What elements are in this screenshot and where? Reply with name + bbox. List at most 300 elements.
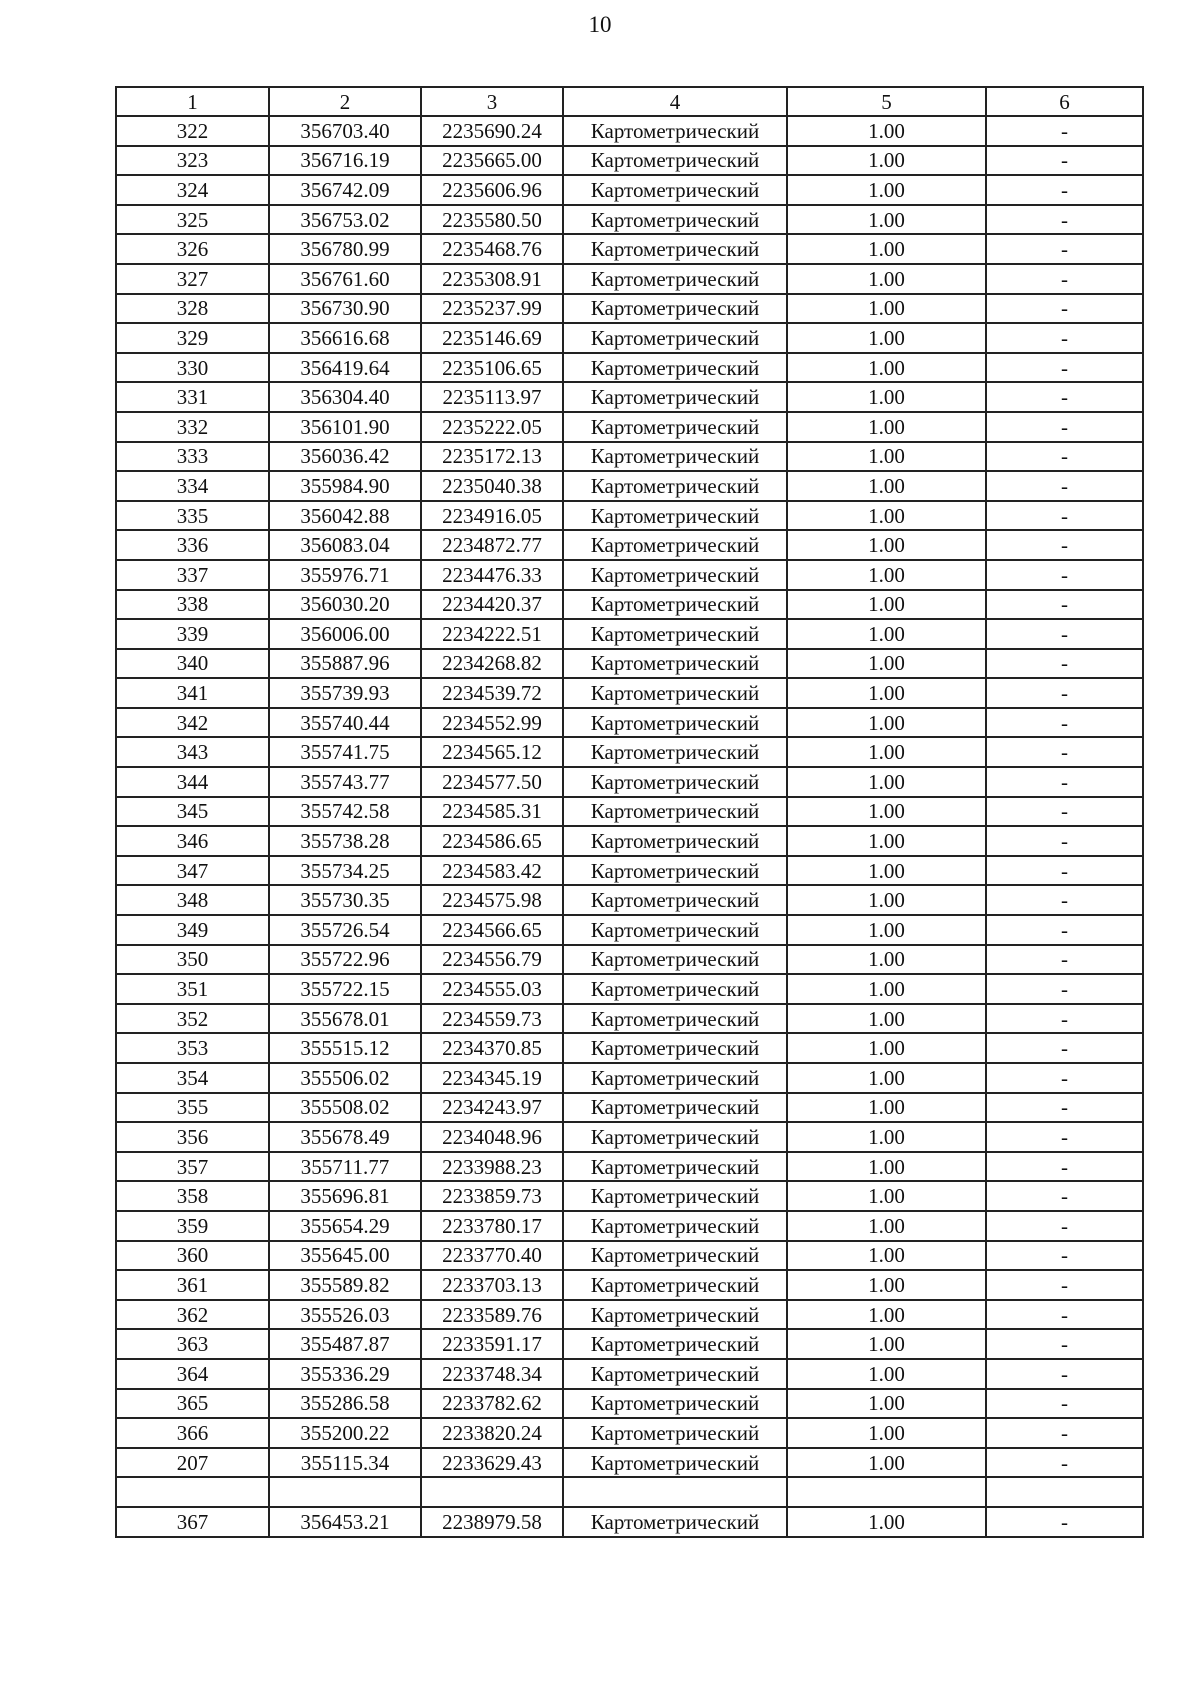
method-cell: Картометрический bbox=[563, 1093, 787, 1123]
y-coordinate-cell: 2233770.40 bbox=[421, 1241, 563, 1271]
table-row bbox=[116, 1093, 1143, 1123]
table-row bbox=[116, 323, 1143, 353]
page-number: 10 bbox=[588, 12, 612, 37]
y-coordinate-cell: 2234916.05 bbox=[421, 501, 563, 531]
method-cell: Картометрический bbox=[563, 382, 787, 412]
y-coordinate-cell: 2234872.77 bbox=[421, 530, 563, 560]
table-row bbox=[116, 1004, 1143, 1034]
note-cell: - bbox=[986, 1270, 1143, 1300]
note-cell: - bbox=[986, 1063, 1143, 1093]
method-cell: Картометрический bbox=[563, 234, 787, 264]
table-row bbox=[116, 1300, 1143, 1330]
y-coordinate-cell: 2234370.85 bbox=[421, 1033, 563, 1063]
accuracy-cell: 1.00 bbox=[787, 560, 986, 590]
x-coordinate-cell: 356453.21 bbox=[269, 1507, 421, 1537]
note-cell: - bbox=[986, 619, 1143, 649]
y-coordinate-cell: 2234585.31 bbox=[421, 797, 563, 827]
table-row bbox=[116, 501, 1143, 531]
accuracy-cell: 1.00 bbox=[787, 945, 986, 975]
method-cell: Картометрический bbox=[563, 471, 787, 501]
x-coordinate-cell: 355743.77 bbox=[269, 767, 421, 797]
x-coordinate-cell: 355286.58 bbox=[269, 1389, 421, 1419]
method-cell: Картометрический bbox=[563, 1033, 787, 1063]
method-cell: Картометрический bbox=[563, 678, 787, 708]
point-number-cell: 328 bbox=[116, 294, 269, 324]
table-row bbox=[116, 1122, 1143, 1152]
accuracy-cell: 1.00 bbox=[787, 1389, 986, 1419]
method-cell: Картометрический bbox=[563, 1211, 787, 1241]
table-row bbox=[116, 708, 1143, 738]
table-row bbox=[116, 767, 1143, 797]
accuracy-cell: 1.00 bbox=[787, 1507, 986, 1537]
point-number-cell: 359 bbox=[116, 1211, 269, 1241]
y-coordinate-cell: 2233988.23 bbox=[421, 1152, 563, 1182]
point-number-cell: 347 bbox=[116, 856, 269, 886]
table-row bbox=[116, 1211, 1143, 1241]
accuracy-cell: 1.00 bbox=[787, 856, 986, 886]
table-row bbox=[116, 412, 1143, 442]
note-cell: - bbox=[986, 205, 1143, 235]
method-cell: Картометрический bbox=[563, 619, 787, 649]
x-coordinate-cell: 356716.19 bbox=[269, 146, 421, 176]
y-coordinate-cell: 2235222.05 bbox=[421, 412, 563, 442]
accuracy-cell: 1.00 bbox=[787, 116, 986, 146]
note-cell: - bbox=[986, 1359, 1143, 1389]
x-coordinate-cell: 356753.02 bbox=[269, 205, 421, 235]
table-row bbox=[116, 1507, 1143, 1537]
table-row bbox=[116, 1241, 1143, 1271]
column-header-6: 6 bbox=[986, 87, 1143, 116]
x-coordinate-cell: 355200.22 bbox=[269, 1418, 421, 1448]
method-cell: Картометрический bbox=[563, 649, 787, 679]
x-coordinate-cell: 356761.60 bbox=[269, 264, 421, 294]
note-cell: - bbox=[986, 234, 1143, 264]
x-coordinate-cell: 356036.42 bbox=[269, 442, 421, 472]
x-coordinate-cell: 356042.88 bbox=[269, 501, 421, 531]
point-number-cell: 337 bbox=[116, 560, 269, 590]
method-cell: Картометрический bbox=[563, 915, 787, 945]
x-coordinate-cell: 355508.02 bbox=[269, 1093, 421, 1123]
point-number-cell: 367 bbox=[116, 1507, 269, 1537]
note-cell: - bbox=[986, 442, 1143, 472]
point-number-cell: 325 bbox=[116, 205, 269, 235]
table-row bbox=[116, 974, 1143, 1004]
accuracy-cell: 1.00 bbox=[787, 974, 986, 1004]
accuracy-cell: 1.00 bbox=[787, 323, 986, 353]
method-cell: Картометрический bbox=[563, 1507, 787, 1537]
table-row bbox=[116, 1389, 1143, 1419]
method-cell: Картометрический bbox=[563, 590, 787, 620]
accuracy-cell: 1.00 bbox=[787, 708, 986, 738]
table-row bbox=[116, 885, 1143, 915]
y-coordinate-cell: 2233748.34 bbox=[421, 1359, 563, 1389]
table-row bbox=[116, 294, 1143, 324]
x-coordinate-cell: 355589.82 bbox=[269, 1270, 421, 1300]
y-coordinate-cell: 2234556.79 bbox=[421, 945, 563, 975]
accuracy-cell: 1.00 bbox=[787, 382, 986, 412]
table-row bbox=[116, 737, 1143, 767]
note-cell: - bbox=[986, 678, 1143, 708]
y-coordinate-cell: 2234345.19 bbox=[421, 1063, 563, 1093]
method-cell: Картометрический bbox=[563, 175, 787, 205]
note-cell: - bbox=[986, 767, 1143, 797]
accuracy-cell: 1.00 bbox=[787, 1181, 986, 1211]
method-cell: Картометрический bbox=[563, 1359, 787, 1389]
x-coordinate-cell: 355115.34 bbox=[269, 1448, 421, 1478]
note-cell: - bbox=[986, 915, 1143, 945]
y-coordinate-cell: 2235106.65 bbox=[421, 353, 563, 383]
table-row bbox=[116, 264, 1143, 294]
table-row bbox=[116, 1152, 1143, 1182]
y-coordinate-cell: 2235665.00 bbox=[421, 146, 563, 176]
y-coordinate-cell: 2234268.82 bbox=[421, 649, 563, 679]
y-coordinate-cell: 2238979.58 bbox=[421, 1507, 563, 1537]
point-number-cell: 352 bbox=[116, 1004, 269, 1034]
y-coordinate-cell: 2235113.97 bbox=[421, 382, 563, 412]
y-coordinate-cell: 2233589.76 bbox=[421, 1300, 563, 1330]
accuracy-cell: 1.00 bbox=[787, 797, 986, 827]
x-coordinate-cell bbox=[269, 1477, 421, 1507]
accuracy-cell: 1.00 bbox=[787, 294, 986, 324]
note-cell: - bbox=[986, 974, 1143, 1004]
note-cell: - bbox=[986, 294, 1143, 324]
method-cell: Картометрический bbox=[563, 767, 787, 797]
y-coordinate-cell: 2235468.76 bbox=[421, 234, 563, 264]
method-cell: Картометрический bbox=[563, 885, 787, 915]
note-cell: - bbox=[986, 1241, 1143, 1271]
accuracy-cell: 1.00 bbox=[787, 264, 986, 294]
point-number-cell: 358 bbox=[116, 1181, 269, 1211]
note-cell: - bbox=[986, 412, 1143, 442]
method-cell: Картометрический bbox=[563, 530, 787, 560]
point-number-cell: 365 bbox=[116, 1389, 269, 1419]
table-row bbox=[116, 1477, 1143, 1507]
note-cell: - bbox=[986, 353, 1143, 383]
y-coordinate-cell: 2233780.17 bbox=[421, 1211, 563, 1241]
point-number-cell: 339 bbox=[116, 619, 269, 649]
note-cell: - bbox=[986, 945, 1143, 975]
point-number-cell: 366 bbox=[116, 1418, 269, 1448]
table-row bbox=[116, 1448, 1143, 1478]
method-cell: Картометрический bbox=[563, 1448, 787, 1478]
column-header-3: 3 bbox=[421, 87, 563, 116]
point-number-cell: 342 bbox=[116, 708, 269, 738]
point-number-cell: 330 bbox=[116, 353, 269, 383]
column-header-1: 1 bbox=[116, 87, 269, 116]
point-number-cell: 322 bbox=[116, 116, 269, 146]
note-cell: - bbox=[986, 1300, 1143, 1330]
table-row bbox=[116, 1063, 1143, 1093]
table-row bbox=[116, 826, 1143, 856]
x-coordinate-cell: 355730.35 bbox=[269, 885, 421, 915]
note-cell: - bbox=[986, 797, 1143, 827]
accuracy-cell: 1.00 bbox=[787, 205, 986, 235]
y-coordinate-cell: 2234539.72 bbox=[421, 678, 563, 708]
method-cell: Картометрический bbox=[563, 856, 787, 886]
point-number-cell: 353 bbox=[116, 1033, 269, 1063]
x-coordinate-cell: 355526.03 bbox=[269, 1300, 421, 1330]
method-cell: Картометрический bbox=[563, 1181, 787, 1211]
column-header-2: 2 bbox=[269, 87, 421, 116]
note-cell: - bbox=[986, 175, 1143, 205]
x-coordinate-cell: 356101.90 bbox=[269, 412, 421, 442]
note-cell: - bbox=[986, 737, 1143, 767]
method-cell: Картометрический bbox=[563, 1152, 787, 1182]
note-cell: - bbox=[986, 856, 1143, 886]
y-coordinate-cell: 2234552.99 bbox=[421, 708, 563, 738]
point-number-cell: 345 bbox=[116, 797, 269, 827]
point-number-cell: 207 bbox=[116, 1448, 269, 1478]
accuracy-cell: 1.00 bbox=[787, 678, 986, 708]
y-coordinate-cell: 2234577.50 bbox=[421, 767, 563, 797]
point-number-cell: 333 bbox=[116, 442, 269, 472]
point-number-cell: 351 bbox=[116, 974, 269, 1004]
y-coordinate-cell: 2235606.96 bbox=[421, 175, 563, 205]
note-cell: - bbox=[986, 264, 1143, 294]
accuracy-cell: 1.00 bbox=[787, 175, 986, 205]
note-cell: - bbox=[986, 826, 1143, 856]
note-cell: - bbox=[986, 560, 1143, 590]
x-coordinate-cell: 355678.01 bbox=[269, 1004, 421, 1034]
accuracy-cell: 1.00 bbox=[787, 1211, 986, 1241]
accuracy-cell: 1.00 bbox=[787, 619, 986, 649]
y-coordinate-cell: 2233591.17 bbox=[421, 1329, 563, 1359]
note-cell: - bbox=[986, 1181, 1143, 1211]
table-row bbox=[116, 471, 1143, 501]
x-coordinate-cell: 355515.12 bbox=[269, 1033, 421, 1063]
x-coordinate-cell: 355336.29 bbox=[269, 1359, 421, 1389]
table-row bbox=[116, 1270, 1143, 1300]
method-cell: Картометрический bbox=[563, 264, 787, 294]
table-row bbox=[116, 146, 1143, 176]
table-row bbox=[116, 915, 1143, 945]
accuracy-cell: 1.00 bbox=[787, 146, 986, 176]
note-cell: - bbox=[986, 1033, 1143, 1063]
y-coordinate-cell: 2233629.43 bbox=[421, 1448, 563, 1478]
point-number-cell: 363 bbox=[116, 1329, 269, 1359]
method-cell: Картометрический bbox=[563, 737, 787, 767]
point-number-cell: 329 bbox=[116, 323, 269, 353]
accuracy-cell: 1.00 bbox=[787, 1270, 986, 1300]
y-coordinate-cell: 2234222.51 bbox=[421, 619, 563, 649]
x-coordinate-cell: 356083.04 bbox=[269, 530, 421, 560]
point-number-cell: 331 bbox=[116, 382, 269, 412]
accuracy-cell: 1.00 bbox=[787, 1418, 986, 1448]
x-coordinate-cell: 355722.15 bbox=[269, 974, 421, 1004]
x-coordinate-cell: 355738.28 bbox=[269, 826, 421, 856]
x-coordinate-cell: 356030.20 bbox=[269, 590, 421, 620]
table-row bbox=[116, 797, 1143, 827]
method-cell: Картометрический bbox=[563, 974, 787, 1004]
method-cell: Картометрический bbox=[563, 1389, 787, 1419]
x-coordinate-cell: 355742.58 bbox=[269, 797, 421, 827]
x-coordinate-cell: 356780.99 bbox=[269, 234, 421, 264]
x-coordinate-cell: 355976.71 bbox=[269, 560, 421, 590]
method-cell bbox=[563, 1477, 787, 1507]
point-number-cell: 357 bbox=[116, 1152, 269, 1182]
note-cell: - bbox=[986, 471, 1143, 501]
accuracy-cell: 1.00 bbox=[787, 1329, 986, 1359]
table-row bbox=[116, 590, 1143, 620]
point-number-cell: 362 bbox=[116, 1300, 269, 1330]
accuracy-cell: 1.00 bbox=[787, 530, 986, 560]
y-coordinate-cell: 2234586.65 bbox=[421, 826, 563, 856]
method-cell: Картометрический bbox=[563, 1063, 787, 1093]
note-cell: - bbox=[986, 530, 1143, 560]
accuracy-cell: 1.00 bbox=[787, 767, 986, 797]
accuracy-cell: 1.00 bbox=[787, 1300, 986, 1330]
point-number-cell bbox=[116, 1477, 269, 1507]
method-cell: Картометрический bbox=[563, 1241, 787, 1271]
x-coordinate-cell: 356742.09 bbox=[269, 175, 421, 205]
x-coordinate-cell: 355741.75 bbox=[269, 737, 421, 767]
y-coordinate-cell: 2235580.50 bbox=[421, 205, 563, 235]
point-number-cell: 343 bbox=[116, 737, 269, 767]
x-coordinate-cell: 356304.40 bbox=[269, 382, 421, 412]
point-number-cell: 341 bbox=[116, 678, 269, 708]
note-cell: - bbox=[986, 1448, 1143, 1478]
point-number-cell: 361 bbox=[116, 1270, 269, 1300]
x-coordinate-cell: 356419.64 bbox=[269, 353, 421, 383]
note-cell: - bbox=[986, 1507, 1143, 1537]
method-cell: Картометрический bbox=[563, 1329, 787, 1359]
method-cell: Картометрический bbox=[563, 323, 787, 353]
y-coordinate-cell: 2233703.13 bbox=[421, 1270, 563, 1300]
method-cell: Картометрический bbox=[563, 708, 787, 738]
x-coordinate-cell: 356703.40 bbox=[269, 116, 421, 146]
x-coordinate-cell: 355678.49 bbox=[269, 1122, 421, 1152]
method-cell: Картометрический bbox=[563, 826, 787, 856]
table-row bbox=[116, 382, 1143, 412]
point-number-cell: 334 bbox=[116, 471, 269, 501]
note-cell: - bbox=[986, 1093, 1143, 1123]
x-coordinate-cell: 356730.90 bbox=[269, 294, 421, 324]
point-number-cell: 355 bbox=[116, 1093, 269, 1123]
y-coordinate-cell: 2234048.96 bbox=[421, 1122, 563, 1152]
column-header-4: 4 bbox=[563, 87, 787, 116]
point-number-cell: 356 bbox=[116, 1122, 269, 1152]
y-coordinate-cell: 2235040.38 bbox=[421, 471, 563, 501]
x-coordinate-cell: 355506.02 bbox=[269, 1063, 421, 1093]
note-cell: - bbox=[986, 1329, 1143, 1359]
method-cell: Картометрический bbox=[563, 146, 787, 176]
x-coordinate-cell: 355734.25 bbox=[269, 856, 421, 886]
y-coordinate-cell: 2234420.37 bbox=[421, 590, 563, 620]
y-coordinate-cell: 2234559.73 bbox=[421, 1004, 563, 1034]
accuracy-cell: 1.00 bbox=[787, 590, 986, 620]
table-row bbox=[116, 530, 1143, 560]
accuracy-cell: 1.00 bbox=[787, 826, 986, 856]
table-row bbox=[116, 619, 1143, 649]
method-cell: Картометрический bbox=[563, 1270, 787, 1300]
accuracy-cell: 1.00 bbox=[787, 885, 986, 915]
method-cell: Картометрический bbox=[563, 412, 787, 442]
x-coordinate-cell: 355726.54 bbox=[269, 915, 421, 945]
method-cell: Картометрический bbox=[563, 1122, 787, 1152]
point-number-cell: 338 bbox=[116, 590, 269, 620]
method-cell: Картометрический bbox=[563, 501, 787, 531]
accuracy-cell: 1.00 bbox=[787, 1241, 986, 1271]
note-cell: - bbox=[986, 323, 1143, 353]
x-coordinate-cell: 356616.68 bbox=[269, 323, 421, 353]
method-cell: Картометрический bbox=[563, 560, 787, 590]
y-coordinate-cell: 2234565.12 bbox=[421, 737, 563, 767]
table-header-row bbox=[116, 87, 1143, 116]
note-cell: - bbox=[986, 649, 1143, 679]
y-coordinate-cell: 2234575.98 bbox=[421, 885, 563, 915]
y-coordinate-cell: 2234583.42 bbox=[421, 856, 563, 886]
note-cell: - bbox=[986, 146, 1143, 176]
accuracy-cell: 1.00 bbox=[787, 649, 986, 679]
method-cell: Картометрический bbox=[563, 1418, 787, 1448]
point-number-cell: 332 bbox=[116, 412, 269, 442]
note-cell: - bbox=[986, 501, 1143, 531]
point-number-cell: 327 bbox=[116, 264, 269, 294]
y-coordinate-cell: 2234476.33 bbox=[421, 560, 563, 590]
accuracy-cell: 1.00 bbox=[787, 471, 986, 501]
note-cell: - bbox=[986, 1418, 1143, 1448]
y-coordinate-cell: 2233859.73 bbox=[421, 1181, 563, 1211]
table-row bbox=[116, 945, 1143, 975]
column-header-5: 5 bbox=[787, 87, 986, 116]
note-cell: - bbox=[986, 1389, 1143, 1419]
point-number-cell: 323 bbox=[116, 146, 269, 176]
point-number-cell: 354 bbox=[116, 1063, 269, 1093]
y-coordinate-cell: 2234243.97 bbox=[421, 1093, 563, 1123]
method-cell: Картометрический bbox=[563, 442, 787, 472]
accuracy-cell: 1.00 bbox=[787, 1063, 986, 1093]
point-number-cell: 360 bbox=[116, 1241, 269, 1271]
method-cell: Картометрический bbox=[563, 353, 787, 383]
x-coordinate-cell: 355711.77 bbox=[269, 1152, 421, 1182]
note-cell: - bbox=[986, 708, 1143, 738]
y-coordinate-cell: 2234555.03 bbox=[421, 974, 563, 1004]
x-coordinate-cell: 356006.00 bbox=[269, 619, 421, 649]
table-row bbox=[116, 116, 1143, 146]
x-coordinate-cell: 355984.90 bbox=[269, 471, 421, 501]
method-cell: Картометрический bbox=[563, 945, 787, 975]
method-cell: Картометрический bbox=[563, 116, 787, 146]
table-row bbox=[116, 175, 1143, 205]
y-coordinate-cell: 2235308.91 bbox=[421, 264, 563, 294]
table-row bbox=[116, 678, 1143, 708]
y-coordinate-cell: 2234566.65 bbox=[421, 915, 563, 945]
point-number-cell: 349 bbox=[116, 915, 269, 945]
point-number-cell: 346 bbox=[116, 826, 269, 856]
note-cell: - bbox=[986, 116, 1143, 146]
point-number-cell: 324 bbox=[116, 175, 269, 205]
method-cell: Картометрический bbox=[563, 294, 787, 324]
table-body bbox=[116, 116, 1143, 1537]
x-coordinate-cell: 355739.93 bbox=[269, 678, 421, 708]
x-coordinate-cell: 355887.96 bbox=[269, 649, 421, 679]
accuracy-cell: 1.00 bbox=[787, 1448, 986, 1478]
coordinates-table bbox=[115, 86, 1144, 1538]
method-cell: Картометрический bbox=[563, 205, 787, 235]
point-number-cell: 340 bbox=[116, 649, 269, 679]
table-row bbox=[116, 560, 1143, 590]
table-row bbox=[116, 1329, 1143, 1359]
note-cell: - bbox=[986, 1152, 1143, 1182]
accuracy-cell: 1.00 bbox=[787, 412, 986, 442]
table-row bbox=[116, 353, 1143, 383]
x-coordinate-cell: 355696.81 bbox=[269, 1181, 421, 1211]
accuracy-cell: 1.00 bbox=[787, 1004, 986, 1034]
accuracy-cell: 1.00 bbox=[787, 234, 986, 264]
note-cell: - bbox=[986, 1004, 1143, 1034]
x-coordinate-cell: 355740.44 bbox=[269, 708, 421, 738]
table-row bbox=[116, 856, 1143, 886]
